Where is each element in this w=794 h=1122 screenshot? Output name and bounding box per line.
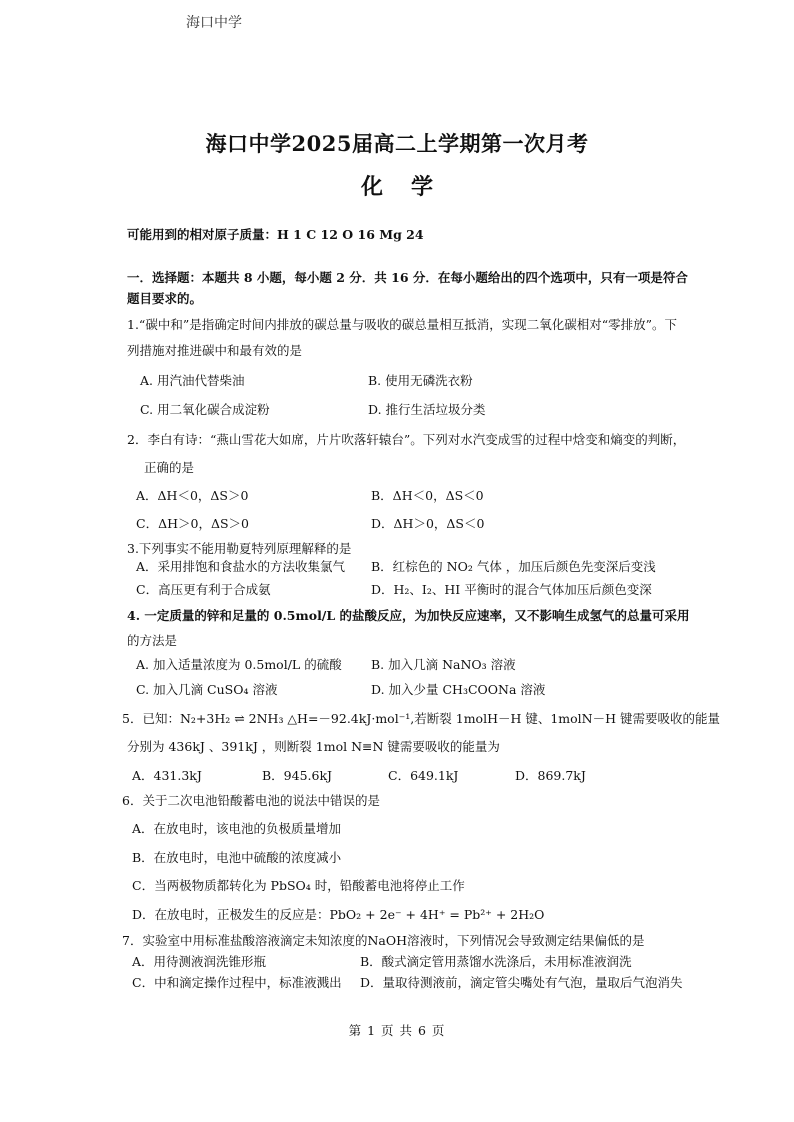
page-footer: 第 1 页 共 6 页 xyxy=(348,1023,446,1038)
q7-option-b: B．酸式滴定管用蒸馏水洗涤后，未用标准液润洗 xyxy=(360,954,632,969)
q2-option-d: D．ΔH＞0，ΔS＜0 xyxy=(371,516,485,531)
q5-option-c: C．649.1kJ xyxy=(388,768,459,783)
q2-stem-line2: 正确的是 xyxy=(144,460,195,475)
q4-option-b: B. 加入几滴 NaNO₃ 溶液 xyxy=(371,657,516,672)
q2-option-a: A．ΔH＜0，ΔS＞0 xyxy=(136,488,249,503)
q4-option-d: D. 加入少量 CH₃COONa 溶液 xyxy=(371,682,546,697)
q6-option-b: B．在放电时，电池中硫酸的浓度减小 xyxy=(132,850,342,865)
section-heading-line1: 一．选择题：本题共 8 小题，每小题 2 分．共 16 分．在每小题给出的四个选项中，只有一项是符合 xyxy=(127,270,688,285)
q1-stem-line1: 1.“碳中和”是指确定时间内排放的碳总量与吸收的碳总量相互抵消，实现二氧化碳相对“零排放”。下 xyxy=(127,317,677,332)
q7-option-a: A．用待测液润洗锥形瓶 xyxy=(132,954,267,969)
q3-option-c: C．高压更有利于合成氨 xyxy=(136,582,271,597)
q6-option-d: D．在放电时，正极发生的反应是：PbO₂ + 2e⁻ + 4H⁺ = Pb²⁺ + 2H₂O xyxy=(132,907,545,922)
q2-stem-line1: 2．李白有诗：“燕山雪花大如席，片片吹落轩辕台”。下列对水汽变成雪的过程中焓变和熵变的判断， xyxy=(127,432,686,447)
q3-option-a: A．采用排饱和食盐水的方法收集氯气 xyxy=(136,559,346,574)
q7-option-d: D．量取待测液前，滴定管尖嘴处有气泡，量取后气泡消失 xyxy=(360,975,683,990)
q5-stem-line2: 分别为 436kJ 、391kJ ，则断裂 1mol N≡N 键需要吸收的能量为 xyxy=(127,739,500,754)
q4-option-a: A. 加入适量浓度为 0.5mol/L 的硫酸 xyxy=(136,657,342,672)
q3-option-d: D．H₂、I₂、HI 平衡时的混合气体加压后颜色变深 xyxy=(371,582,652,597)
q4-stem-line1: 4. 一定质量的锌和足量的 0.5mol/L 的盐酸反应，为加快反应速率，又不影响生成氢气的总量可采用 xyxy=(127,608,690,623)
q5-option-d: D．869.7kJ xyxy=(515,768,586,783)
q3-stem: 3.下列事实不能用勒夏特列原理解释的是 xyxy=(127,541,352,556)
subject-title: 化学 xyxy=(360,174,461,200)
q5-stem-line1: 5．已知：N₂+3H₂ ⇌ 2NH₃ △H=－92.4kJ·mol⁻¹,若断裂 1molH－H 键、1molN－H 键需要吸收的能量 xyxy=(122,711,720,726)
q4-option-c: C. 加入几滴 CuSO₄ 溶液 xyxy=(136,682,278,697)
header-fragment: 海口中学 xyxy=(186,15,242,31)
exam-title: 海口中学2025届高二上学期第一次月考 xyxy=(205,131,589,156)
q1-option-d: D. 推行生活垃圾分类 xyxy=(368,402,486,417)
q5-option-b: B．945.6kJ xyxy=(262,768,333,783)
q5-option-a: A．431.3kJ xyxy=(132,768,202,783)
q4-stem-line2: 的方法是 xyxy=(127,633,178,648)
q6-option-c: C．当两极物质都转化为 PbSO₄ 时，铅酸蓄电池将停止工作 xyxy=(132,878,465,893)
q3-option-b: B．红棕色的 NO₂ 气体 ，加压后颜色先变深后变浅 xyxy=(371,559,656,574)
q2-option-c: C．ΔH＞0，ΔS＞0 xyxy=(136,516,249,531)
atomic-masses: 可能用到的相对原子质量：H 1 C 12 O 16 Mg 24 xyxy=(127,227,424,242)
section-heading-line2: 题目要求的。 xyxy=(127,291,203,306)
q1-option-b: B. 使用无磷洗衣粉 xyxy=(368,373,473,388)
q1-option-c: C. 用二氧化碳合成淀粉 xyxy=(140,402,270,417)
q6-option-a: A．在放电时，该电池的负极质量增加 xyxy=(132,821,342,836)
q1-option-a: A. 用汽油代替柴油 xyxy=(140,373,245,388)
q1-stem-line2: 列措施对推进碳中和最有效的是 xyxy=(127,343,303,358)
q6-stem: 6．关于二次电池铅酸蓄电池的说法中错误的是 xyxy=(122,793,380,808)
q7-stem: 7．实验室中用标准盐酸溶液滴定未知浓度的NaOH溶液时，下列情况会导致测定结果偏低的是 xyxy=(122,933,645,948)
q7-option-c: C．中和滴定操作过程中，标准液溅出 xyxy=(132,975,342,990)
q2-option-b: B．ΔH＜0，ΔS＜0 xyxy=(371,488,484,503)
